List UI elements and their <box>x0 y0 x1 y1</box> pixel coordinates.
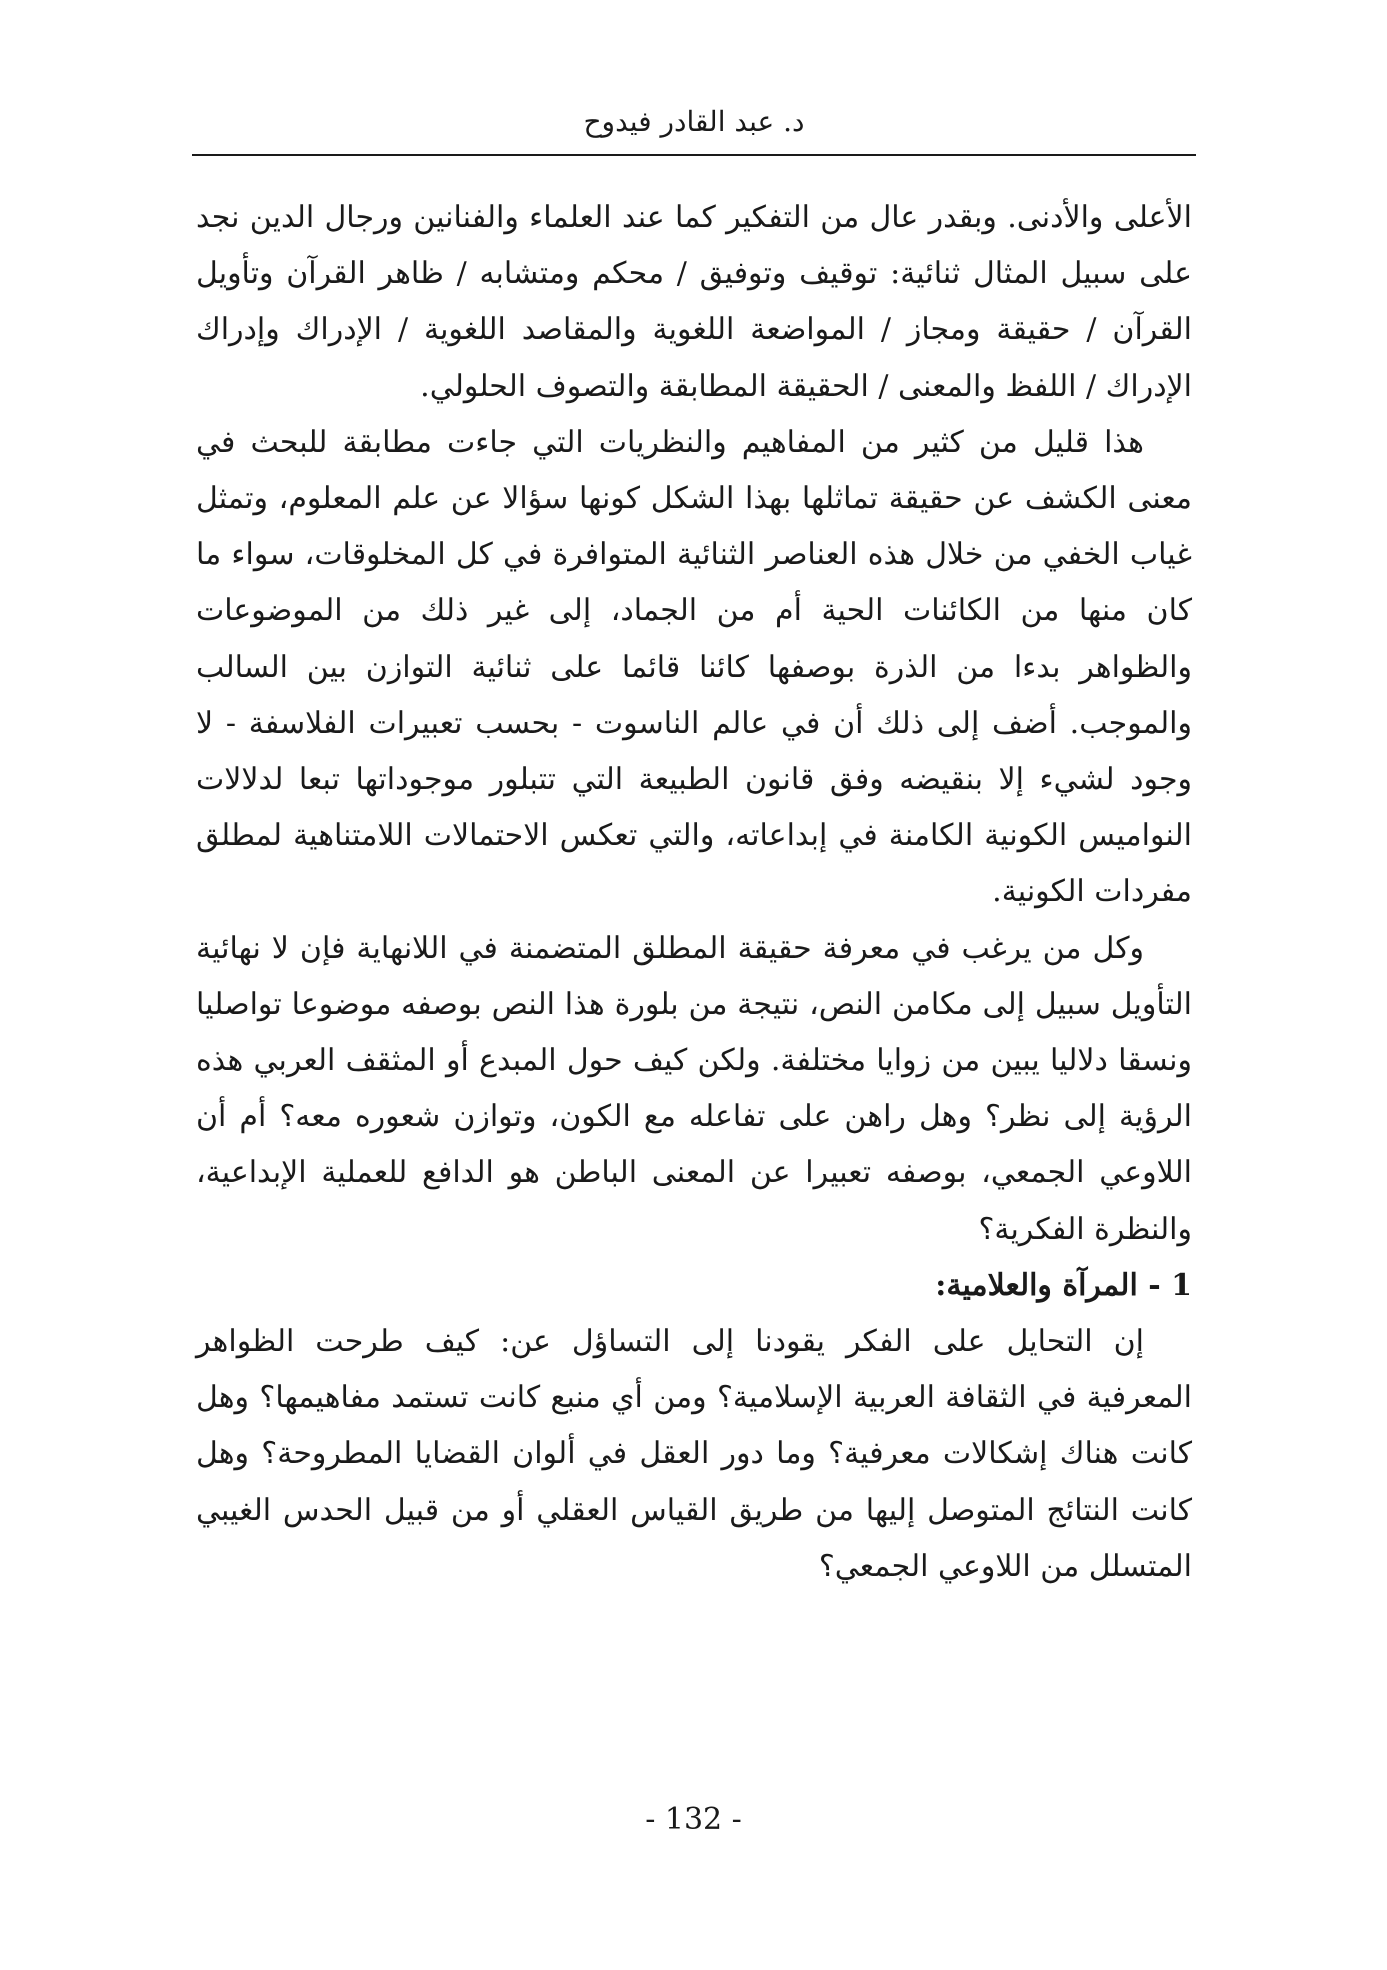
paragraph-interpretation: وكل من يرغب في معرفة حقيقة المطلق المتضمنة في اللانهاية فإن لا نهائية التأويل سبيل إلى مكامن النص، نتيجة من بلورة هذا النص بوصفه موضوعا تواصليا ونسقا دلاليا يبين من زوايا مختلفة. ولكن كيف حول المبدع أو المثقف العربي هذه الرؤية إلى نظر؟ وهل راهن على تفاعله مع الكون، وتوازن شعوره معه؟ أم أن اللاوعي الجمعي، بوصفه تعبيرا عن المعنى الباطن هو الدافع للعملية الإبداعية، والنظرة الفكرية؟ <box>196 930 1192 1247</box>
running-header <box>192 102 1196 156</box>
page-body <box>196 190 1192 1595</box>
section-heading: 1 - المرآة والعلامية: <box>935 1267 1192 1303</box>
paragraph-continued: الأعلى والأدنى. وبقدر عال من التفكير كما عند العلماء والفنانين ورجال الدين نجد على سبيل المثال ثنائية: توقيف وتوفيق / محكم ومتشابه / ظاهر القرآن وتأويل القرآن / حقيقة ومجاز / المواضعة اللغوية والمقاصد اللغوية / الإدراك وإدراك الإدراك / اللفظ والمعنى / الحقيقة المطابقة والتصوف الحلولي. <box>196 200 1192 404</box>
paragraph-section-intro: إن التحايل على الفكر يقودنا إلى التساؤل عن: كيف طرحت الظواهر المعرفية في الثقافة العربية الإسلامية؟ ومن أي منبع كانت تستمد مفاهيمها؟ وهل كانت هناك إشكالات معرفية؟ وما دور العقل في ألوان القضايا المطروحة؟ وهل كانت النتائج المتوصل إليها من طريق القياس العقلي أو من قبيل الحدس الغيبي المتسلل من اللاوعي الجمعي؟ <box>196 1324 1192 1584</box>
page-number: - 132 - <box>645 1802 742 1837</box>
author-name: د. عبد القادر فيدوح <box>583 105 805 138</box>
paragraph-concepts: هذا قليل من كثير من المفاهيم والنظريات التي جاءت مطابقة للبحث في معنى الكشف عن حقيقة تماثلها بهذا الشكل كونها سؤالا عن علم المعلوم، وتمثل غياب الخفي من خلال هذه العناصر الثنائية المتوافرة في كل المخلوقات، سواء ما كان منها من الكائنات الحية أم من الجماد، إلى غير ذلك من الموضوعات والظواهر بدءا من الذرة بوصفها كائنا قائما على ثنائية التوازن بين السالب والموجب. أضف إلى ذلك أن في عالم الناسوت - بحسب تعبيرات الفلاسفة - لا وجود لشيء إلا بنقيضه وفق قانون الطبيعة التي تتبلور موجوداتها تبعا لدلالات النواميس الكونية الكامنة في إبداعاته، والتي تعكس الاحتمالات اللامتناهية لمطلق مفردات الكونية. <box>196 424 1192 910</box>
